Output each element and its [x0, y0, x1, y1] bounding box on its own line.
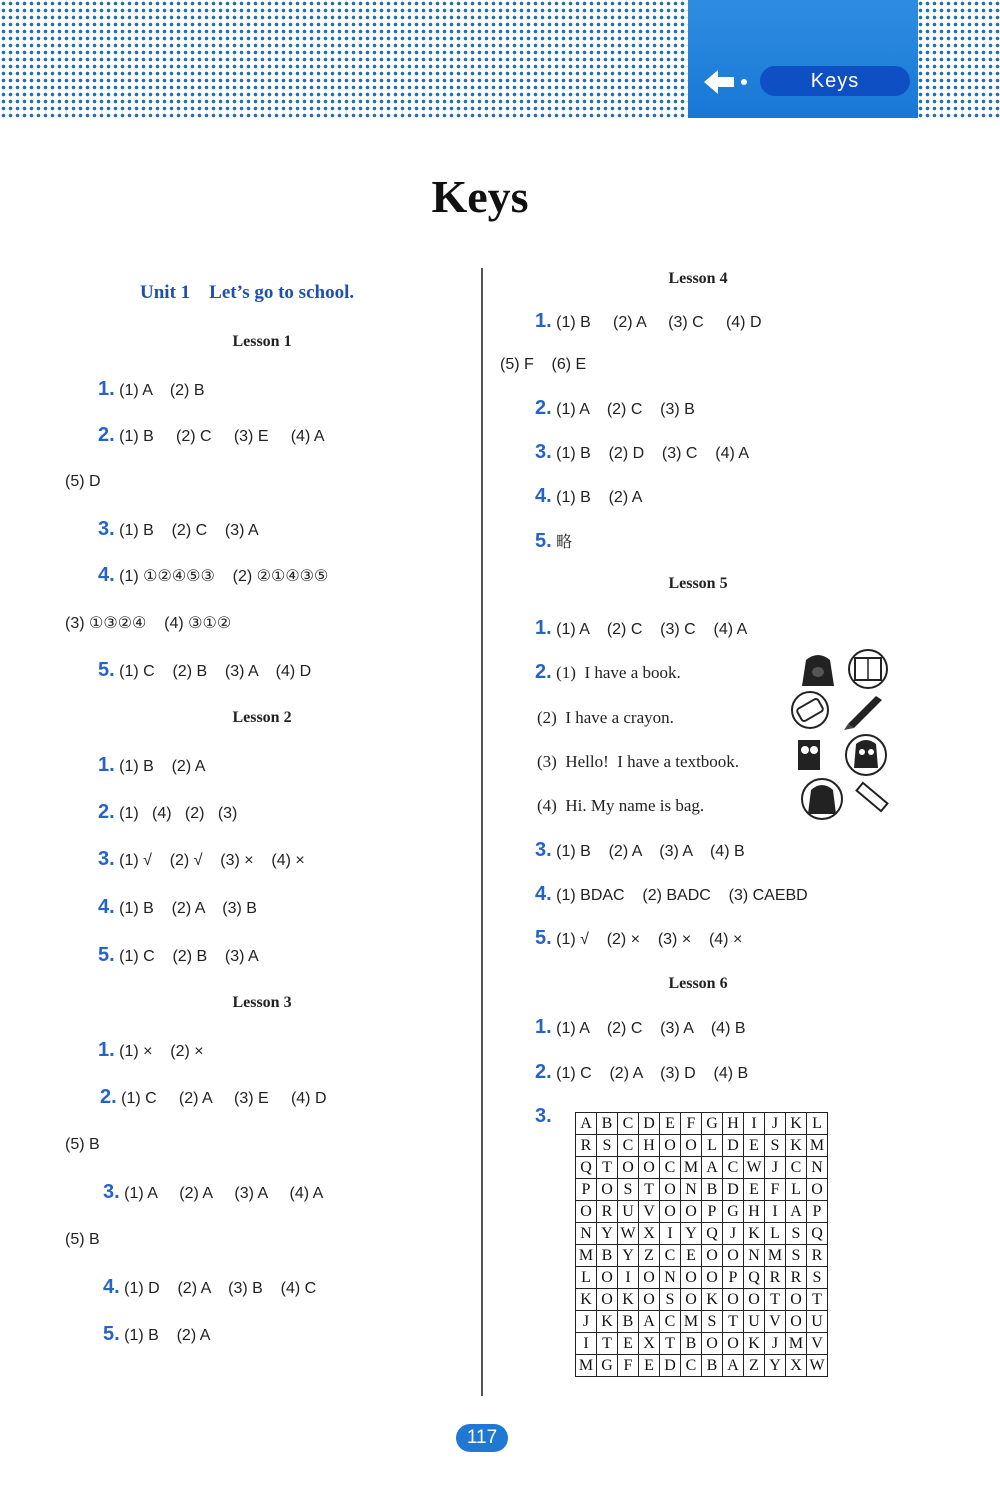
grid-row — [576, 1333, 828, 1355]
grid-cell: O — [639, 1289, 660, 1311]
grid-cell: O — [807, 1179, 828, 1201]
grid-cell: A — [639, 1311, 660, 1333]
answer-text: (1) B (2) D (3) C (4) A — [556, 445, 750, 462]
grid-cell: E — [639, 1355, 660, 1377]
answer-continuation: (3) ①③②④ (4) ③①② — [65, 615, 232, 632]
unit-title: Unit 1 Let’s go to school. — [140, 282, 355, 303]
answer-continuation: (2) I have a crayon. — [537, 708, 674, 727]
grid-cell: M — [681, 1311, 702, 1333]
answer-line — [98, 424, 325, 447]
grid-cell: C — [660, 1311, 681, 1333]
answer-line — [98, 848, 305, 871]
lesson-title: Lesson 3 — [232, 994, 292, 1011]
answer-text: (1) A (2) C (3) B — [556, 401, 695, 418]
answer-text: (1) A (2) C (3) C (4) A — [556, 621, 748, 638]
grid-cell: O — [597, 1289, 618, 1311]
grid-cell: R — [786, 1267, 807, 1289]
grid-cell: H — [639, 1135, 660, 1157]
question-number: 5. — [98, 944, 115, 966]
answer-text: (1) ①②④⑤③ (2) ②①④③⑤ — [119, 568, 329, 585]
grid-cell: O — [681, 1267, 702, 1289]
header-keys-panel — [688, 0, 918, 118]
grid-cell: Q — [576, 1157, 597, 1179]
grid-cell: N — [681, 1179, 702, 1201]
grid-cell: S — [786, 1245, 807, 1267]
grid-cell: S — [765, 1135, 786, 1157]
grid-cell: I — [618, 1267, 639, 1289]
grid-cell: P — [807, 1201, 828, 1223]
question-number: 3. — [535, 441, 552, 463]
grid-cell: H — [723, 1113, 744, 1135]
grid-cell: L — [576, 1267, 597, 1289]
grid-cell: I — [576, 1333, 597, 1355]
grid-cell: Y — [765, 1355, 786, 1377]
grid-cell: Z — [744, 1355, 765, 1377]
grid-cell: R — [576, 1135, 597, 1157]
grid-cell: O — [786, 1311, 807, 1333]
grid-cell: L — [807, 1113, 828, 1135]
grid-cell: O — [702, 1333, 723, 1355]
lesson-title: Lesson 1 — [232, 333, 292, 350]
bag-ruler-icons — [800, 776, 892, 822]
grid-cell: F — [765, 1179, 786, 1201]
grid-cell: B — [618, 1311, 639, 1333]
back-arrow-icon — [700, 66, 752, 98]
grid-cell: T — [639, 1179, 660, 1201]
grid-cell: P — [576, 1179, 597, 1201]
page-title: Keys — [431, 171, 529, 222]
answer-text: (1) B (2) A (3) B — [119, 900, 257, 917]
header-keys-badge: Keys — [760, 66, 910, 96]
answer-line — [535, 1105, 552, 1128]
grid-cell: I — [765, 1201, 786, 1223]
answer-continuation: (5) B — [65, 1136, 100, 1153]
grid-cell: W — [744, 1157, 765, 1179]
grid-cell: O — [618, 1157, 639, 1179]
answer-line — [535, 1016, 746, 1039]
grid-cell: O — [639, 1157, 660, 1179]
grid-cell: J — [576, 1311, 597, 1333]
grid-cell: B — [597, 1113, 618, 1135]
answer-text: (1) (4) (2) (3) — [119, 805, 238, 822]
grid-cell: F — [618, 1355, 639, 1377]
grid-cell: T — [807, 1289, 828, 1311]
page-number: 117 — [456, 1424, 508, 1452]
grid-cell: F — [681, 1113, 702, 1135]
answer-line — [98, 378, 205, 401]
grid-cell: Y — [597, 1223, 618, 1245]
grid-cell: S — [702, 1311, 723, 1333]
grid-cell: Z — [639, 1245, 660, 1267]
question-number: 1. — [535, 1016, 552, 1038]
eraser-crayon-icons — [788, 690, 888, 730]
question-number: 1. — [98, 754, 115, 776]
grid-cell: O — [744, 1289, 765, 1311]
lesson-title: Lesson 5 — [668, 575, 728, 592]
grid-cell: N — [576, 1223, 597, 1245]
answer-line — [535, 1061, 748, 1084]
grid-cell: E — [744, 1179, 765, 1201]
grid-cell: M — [786, 1333, 807, 1355]
answer-continuation: (4) Hi. My name is bag. — [537, 796, 705, 815]
grid-cell: T — [765, 1289, 786, 1311]
grid-cell: Y — [681, 1223, 702, 1245]
answer-line — [98, 944, 259, 967]
grid-cell: C — [618, 1113, 639, 1135]
question-number: 4. — [535, 485, 552, 507]
question-number: 1. — [535, 310, 552, 332]
grid-cell: X — [786, 1355, 807, 1377]
question-number: 5. — [103, 1323, 120, 1345]
grid-cell: K — [702, 1289, 723, 1311]
grid-cell: N — [744, 1245, 765, 1267]
answer-line — [98, 659, 311, 682]
grid-cell: M — [576, 1355, 597, 1377]
answer-line — [535, 883, 808, 906]
answer-text: (1) B (2) C (3) A — [119, 522, 259, 539]
grid-cell: I — [744, 1113, 765, 1135]
answer-text: (1) BDAC (2) BADC (3) CAEBD — [556, 887, 808, 904]
grid-cell: V — [765, 1311, 786, 1333]
grid-cell: O — [660, 1135, 681, 1157]
answer-continuation: (3) Hello! I have a textbook. — [537, 752, 740, 771]
answer-line — [103, 1323, 210, 1346]
grid-cell: C — [723, 1157, 744, 1179]
grid-cell: E — [660, 1113, 681, 1135]
grid-cell: D — [639, 1113, 660, 1135]
grid-cell: J — [723, 1223, 744, 1245]
answer-text: (1) I have a book. — [556, 663, 681, 682]
question-number: 4. — [103, 1276, 120, 1298]
question-number: 2. — [535, 661, 552, 683]
answer-line — [100, 1086, 327, 1109]
grid-cell: B — [702, 1355, 723, 1377]
grid-cell: M — [576, 1245, 597, 1267]
answer-text: (1) B (2) C (3) E (4) A — [119, 428, 325, 445]
answer-text: (1) A (2) A (3) A (4) A — [124, 1185, 324, 1202]
grid-cell: O — [681, 1135, 702, 1157]
grid-cell: S — [618, 1179, 639, 1201]
grid-cell: K — [786, 1113, 807, 1135]
answer-text: (1) B (2) A — [119, 758, 206, 775]
textbook-character-icons — [792, 732, 888, 778]
answer-line — [98, 1039, 204, 1062]
grid-cell: C — [660, 1245, 681, 1267]
grid-row — [576, 1289, 828, 1311]
grid-cell: T — [597, 1157, 618, 1179]
question-number: 2. — [100, 1086, 117, 1108]
grid-cell: L — [786, 1179, 807, 1201]
grid-row — [576, 1223, 828, 1245]
grid-cell: O — [639, 1267, 660, 1289]
grid-cell: O — [597, 1267, 618, 1289]
grid-cell: C — [786, 1157, 807, 1179]
grid-cell: O — [681, 1201, 702, 1223]
grid-cell: T — [597, 1333, 618, 1355]
grid-cell: X — [639, 1223, 660, 1245]
question-number: 3. — [98, 518, 115, 540]
answer-line — [103, 1276, 316, 1299]
answer-line — [535, 661, 681, 684]
question-number: 3. — [98, 848, 115, 870]
grid-cell: S — [786, 1223, 807, 1245]
bag-icon — [798, 648, 890, 690]
answer-line — [535, 441, 749, 464]
grid-cell: M — [807, 1135, 828, 1157]
grid-cell: A — [723, 1355, 744, 1377]
answer-line — [98, 801, 237, 824]
grid-row — [576, 1245, 828, 1267]
grid-cell: X — [639, 1333, 660, 1355]
answer-line — [535, 397, 695, 420]
question-number: 4. — [98, 896, 115, 918]
question-number: 1. — [98, 378, 115, 400]
answer-continuation: (5) F (6) E — [500, 356, 587, 373]
grid-cell: E — [681, 1245, 702, 1267]
grid-cell: V — [639, 1201, 660, 1223]
grid-cell: L — [765, 1223, 786, 1245]
answer-text: (1) B (2) A (3) A (4) B — [556, 843, 745, 860]
question-number: 3. — [103, 1181, 120, 1203]
grid-cell: O — [786, 1289, 807, 1311]
grid-cell: T — [660, 1333, 681, 1355]
grid-cell: N — [660, 1267, 681, 1289]
grid-cell: K — [618, 1289, 639, 1311]
answer-line — [103, 1181, 323, 1204]
answer-text: (1) √ (2) × (3) × (4) × — [556, 931, 743, 948]
question-number: 3. — [535, 839, 552, 861]
answer-text: (1) √ (2) √ (3) × (4) × — [119, 852, 305, 869]
answer-text: (1) C (2) B (3) A — [119, 948, 259, 965]
grid-cell: E — [744, 1135, 765, 1157]
grid-cell: Q — [744, 1267, 765, 1289]
grid-row — [576, 1267, 828, 1289]
column-divider — [481, 268, 483, 1396]
answer-text: (1) B (2) A — [556, 489, 643, 506]
grid-cell: N — [807, 1157, 828, 1179]
grid-cell: Y — [618, 1245, 639, 1267]
grid-cell: I — [660, 1223, 681, 1245]
grid-cell: Q — [702, 1223, 723, 1245]
grid-cell: K — [744, 1333, 765, 1355]
grid-cell: S — [660, 1289, 681, 1311]
grid-cell: D — [723, 1135, 744, 1157]
grid-cell: V — [807, 1333, 828, 1355]
grid-cell: O — [723, 1245, 744, 1267]
grid-row — [576, 1311, 828, 1333]
answer-line — [535, 529, 572, 553]
grid-cell: K — [576, 1289, 597, 1311]
answer-line — [535, 310, 762, 333]
grid-cell: P — [702, 1201, 723, 1223]
grid-cell: H — [744, 1201, 765, 1223]
grid-cell: D — [660, 1355, 681, 1377]
grid-cell: R — [597, 1201, 618, 1223]
grid-cell: J — [765, 1113, 786, 1135]
grid-cell: E — [618, 1333, 639, 1355]
question-number: 5. — [535, 927, 552, 949]
grid-cell: C — [681, 1355, 702, 1377]
question-number: 5. — [535, 530, 552, 552]
answer-line — [98, 564, 328, 587]
grid-row — [576, 1355, 828, 1377]
grid-cell: O — [723, 1289, 744, 1311]
answer-line — [535, 617, 747, 640]
question-number: 4. — [98, 564, 115, 586]
question-number: 3. — [535, 1105, 552, 1127]
answer-line — [535, 927, 742, 950]
grid-cell: P — [723, 1267, 744, 1289]
grid-cell: M — [681, 1157, 702, 1179]
grid-cell: O — [702, 1245, 723, 1267]
answer-text: (1) B (2) A — [124, 1327, 211, 1344]
grid-cell: K — [744, 1223, 765, 1245]
question-number: 5. — [98, 659, 115, 681]
answer-line — [535, 839, 745, 862]
grid-cell: S — [597, 1135, 618, 1157]
grid-cell: A — [702, 1157, 723, 1179]
question-number: 2. — [535, 1061, 552, 1083]
grid-cell: G — [702, 1113, 723, 1135]
answer-text: (1) C (2) B (3) A (4) D — [119, 663, 312, 680]
answer-line — [535, 485, 642, 508]
grid-cell: M — [765, 1245, 786, 1267]
answer-text: (1) D (2) A (3) B (4) C — [124, 1280, 317, 1297]
answer-line — [98, 896, 257, 919]
question-number: 1. — [98, 1039, 115, 1061]
grid-cell: C — [660, 1157, 681, 1179]
grid-cell: U — [807, 1311, 828, 1333]
lesson-title: Lesson 6 — [668, 975, 728, 992]
grid-cell: K — [597, 1311, 618, 1333]
grid-cell: L — [702, 1135, 723, 1157]
answer-continuation: (5) B — [65, 1231, 100, 1248]
grid-cell: S — [807, 1267, 828, 1289]
grid-cell: O — [681, 1289, 702, 1311]
grid-cell: A — [786, 1201, 807, 1223]
answer-text: 略 — [556, 534, 573, 551]
grid-cell: G — [597, 1355, 618, 1377]
grid-cell: J — [765, 1157, 786, 1179]
answer-line — [98, 754, 205, 777]
grid-cell: R — [765, 1267, 786, 1289]
grid-cell: O — [660, 1179, 681, 1201]
question-number: 1. — [535, 617, 552, 639]
grid-cell: T — [723, 1311, 744, 1333]
grid-row — [576, 1135, 828, 1157]
answer-continuation: (5) D — [65, 473, 101, 490]
grid-cell: D — [723, 1179, 744, 1201]
answer-text: (1) C (2) A (3) E (4) D — [121, 1090, 327, 1107]
grid-cell: O — [597, 1179, 618, 1201]
question-number: 2. — [98, 801, 115, 823]
grid-cell: Q — [807, 1223, 828, 1245]
grid-cell: O — [702, 1267, 723, 1289]
grid-cell: U — [744, 1311, 765, 1333]
answer-text: (1) A (2) C (3) A (4) B — [556, 1020, 746, 1037]
answer-text: (1) B (2) A (3) C (4) D — [556, 314, 762, 331]
grid-cell: O — [723, 1333, 744, 1355]
answer-line — [98, 518, 259, 541]
answer-text: (1) C (2) A (3) D (4) B — [556, 1065, 749, 1082]
grid-row — [576, 1157, 828, 1179]
lesson-title: Lesson 4 — [668, 270, 728, 287]
answer-text: (1) × (2) × — [119, 1043, 204, 1060]
grid-cell: W — [618, 1223, 639, 1245]
grid-cell: G — [723, 1201, 744, 1223]
grid-cell: C — [618, 1135, 639, 1157]
lesson-title: Lesson 2 — [232, 709, 292, 726]
grid-cell: O — [576, 1201, 597, 1223]
word-search-grid — [575, 1112, 828, 1377]
grid-cell: J — [765, 1333, 786, 1355]
grid-cell: U — [618, 1201, 639, 1223]
grid-cell: B — [597, 1245, 618, 1267]
grid-cell: O — [660, 1201, 681, 1223]
grid-cell: W — [807, 1355, 828, 1377]
grid-row — [576, 1113, 828, 1135]
grid-cell: B — [681, 1333, 702, 1355]
question-number: 4. — [535, 883, 552, 905]
question-number: 2. — [98, 424, 115, 446]
grid-cell: A — [576, 1113, 597, 1135]
grid-row — [576, 1201, 828, 1223]
question-number: 2. — [535, 397, 552, 419]
grid-cell: B — [702, 1179, 723, 1201]
grid-row — [576, 1179, 828, 1201]
grid-cell: R — [807, 1245, 828, 1267]
grid-cell: K — [786, 1135, 807, 1157]
answer-text: (1) A (2) B — [119, 382, 205, 399]
